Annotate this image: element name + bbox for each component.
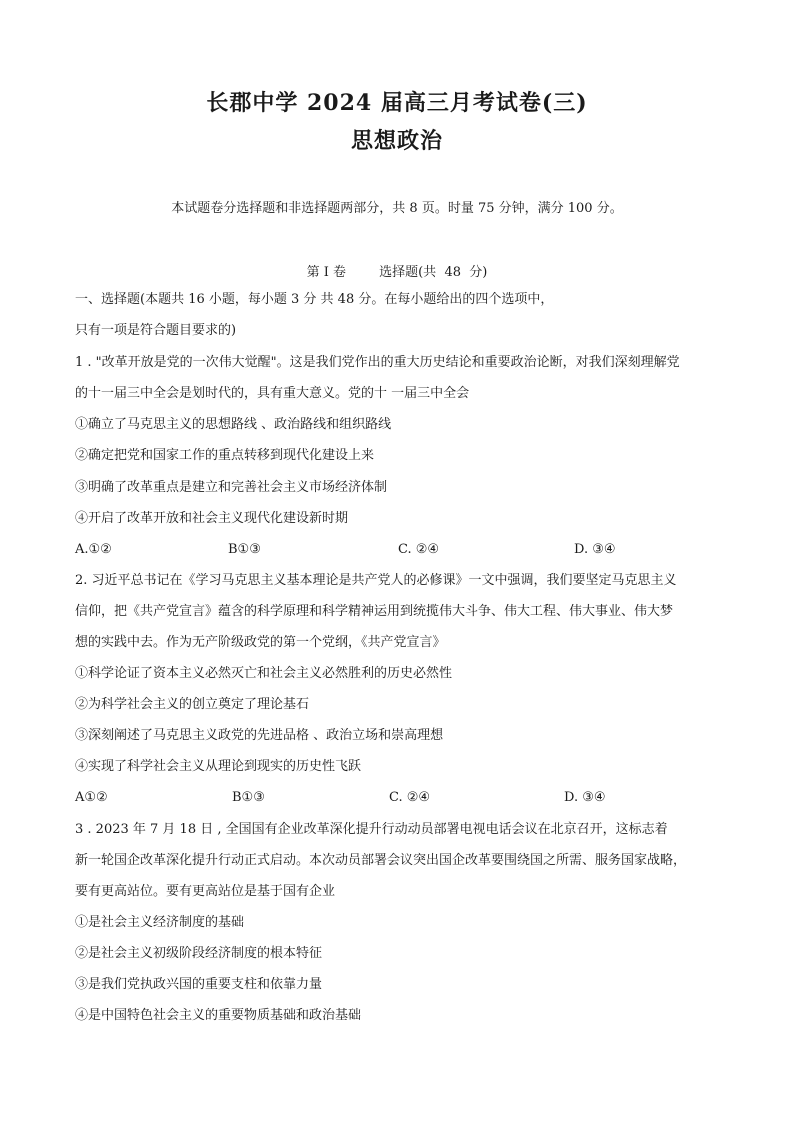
q3-stem-line: 新一轮国企改革深化提升行动正式启动。本次动员部署会议突出国企改革要围绕国之所需、服务国家战略， <box>75 853 687 868</box>
q2-option-b: B①③ <box>232 790 265 805</box>
q3-statement: ④是中国特色社会主义的重要物质基础和政治基础 <box>75 1008 362 1023</box>
q1-statement: ②确定把党和国家工作的重点转移到现代化建设上来 <box>75 448 375 463</box>
q3-statement: ②是社会主义初级阶段经济制度的根本特征 <box>75 946 323 961</box>
part-title: 第 I 卷 选择题(共 48 分) <box>306 265 488 280</box>
q2-statement: ①科学论证了资本主义必然灭亡和社会主义必然胜利的历史必然性 <box>75 666 453 681</box>
q1-statement: ①确立了马克思主义的思想路线 、政治路线和组织路线 <box>75 417 392 432</box>
q3-statement: ①是社会主义经济制度的基础 <box>75 915 245 930</box>
exam-title: 长郡中学 2024 届高三月考试卷(三) <box>206 90 588 116</box>
q1-option-c: C. ②④ <box>398 542 440 557</box>
q3-stem-line: 3 . 2023 年 7 月 18 日 , 全国国有企业改革深化提升行动动员部署电视电话会议在北京召开，这标志着 <box>75 822 668 837</box>
q2-statement: ③深刻阐述了马克思主义政党的先进品格 、政治立场和崇高理想 <box>75 728 444 743</box>
q1-option-b: B①③ <box>228 542 261 557</box>
q2-stem-line: 想的实践中去。作为无产阶级政党的第一个党纲，《共产党宣言》 <box>75 635 446 650</box>
q3-statement: ③是我们党执政兴国的重要支柱和依靠力量 <box>75 977 323 992</box>
q1-stem-line: 的十一届三中全会是划时代的，具有重大意义。党的十 一届三中全会 <box>75 386 470 401</box>
q2-statement: ②为科学社会主义的创立奠定了理论基石 <box>75 697 310 712</box>
section-heading-cont: 只有一项是符合题目要求的) <box>75 323 237 338</box>
q1-option-a: A.①② <box>75 542 112 557</box>
q2-option-a: A①② <box>75 790 108 805</box>
section-heading: 一、选择题(本题共 16 小题，每小题 3 分 共 48 分。在每小题给出的四个选项中， <box>75 292 554 307</box>
q1-statement: ③明确了改革重点是建立和完善社会主义市场经济体制 <box>75 480 388 495</box>
q1-stem-line: 1 . "改革开放是党的一次伟大觉醒"。这是我们党作出的重大历史结论和重要政治论断，对我们深刻理解党 <box>75 355 680 370</box>
q3-stem-line: 要有更高站位。要有更高站位是基于国有企业 <box>75 884 336 899</box>
q2-option-d: D. ③④ <box>564 790 606 805</box>
subject-title: 思想政治 <box>350 128 443 154</box>
q2-stem-line: 信仰，把《共产党宣言》蕴含的科学原理和科学精神运用到统揽伟大斗争、伟大工程、伟大事业、伟大梦 <box>75 604 674 619</box>
q1-statement: ④开启了改革开放和社会主义现代化建设新时期 <box>75 511 349 526</box>
exam-note: 本试题卷分选择题和非选择题两部分，共 8 页。时量 75 分钟，满分 100 分。 <box>171 201 623 216</box>
q2-option-c: C. ②④ <box>389 790 431 805</box>
q2-statement: ④实现了科学社会主义从理论到现实的历史性飞跃 <box>75 759 362 774</box>
q1-option-d: D. ③④ <box>574 542 616 557</box>
q2-stem-line: 2. 习近平总书记在《学习马克思主义基本理论是共产党人的必修课》一文中强调，我们要坚定马克思主义 <box>75 573 677 588</box>
